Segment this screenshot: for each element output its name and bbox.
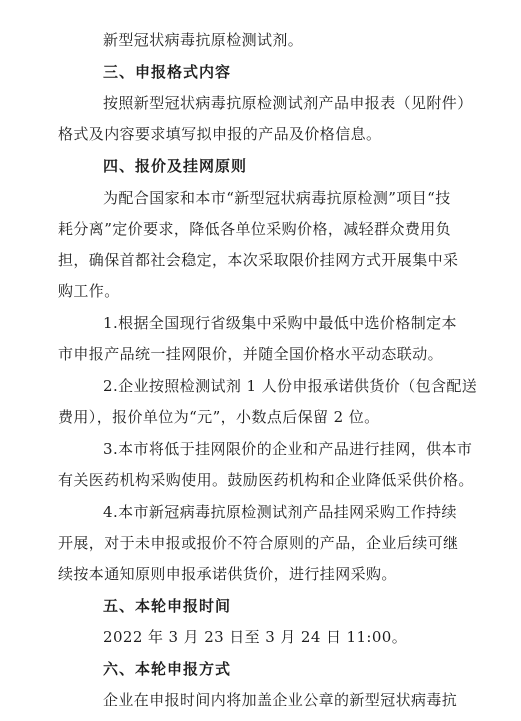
text-line: 费用），报价单位为“元”，小数点后保留 2 位。 (58, 408, 380, 426)
section-heading-time: 五、本轮申报时间 (103, 597, 232, 615)
text-line: 3.本市将低于挂网限价的企业和产品进行挂网，供本市 (103, 440, 473, 458)
text-line: 担，确保首都社会稳定，本次采取限价挂网方式开展集中采 (58, 251, 459, 269)
section-heading-format: 三、申报格式内容 (103, 63, 232, 81)
text-line: 2.企业按照检测试剂 1 人份申报承诺供货价（包含配送 (103, 377, 478, 395)
text-line: 续按本通知原则申报承诺供货价，进行挂网采购。 (58, 565, 397, 583)
section-heading-pricing: 四、报价及挂网原则 (103, 157, 248, 175)
text-line: 开展，对于未申报或报价不符合原则的产品，企业后续可继 (58, 534, 459, 552)
text-line: 4.本市新冠病毒抗原检测试剂产品挂网采购工作持续 (103, 503, 457, 521)
text-line: 2022 年 3 月 23 日至 3 月 24 日 11:00。 (103, 628, 408, 646)
text-line: 有关医药机构采购使用。鼓励医药机构和企业降低采供价格。 (58, 471, 474, 489)
text-line: 1.根据全国现行省级集中采购中最低中选价格制定本 (103, 314, 457, 332)
text-line: 市申报产品统一挂网限价，并随全国价格水平动态联动。 (58, 345, 444, 363)
section-heading-method: 六、本轮申报方式 (103, 660, 232, 678)
text-line: 按照新型冠状病毒抗原检测试剂产品申报表（见附件） (103, 94, 473, 112)
text-line: 购工作。 (58, 282, 120, 300)
text-line: 新型冠状病毒抗原检测试剂。 (103, 31, 304, 49)
text-line: 耗分离”定价要求，降低各单位采购价格，减轻群众费用负 (58, 220, 452, 238)
text-line: 格式及内容要求填写拟申报的产品及价格信息。 (58, 125, 382, 143)
text-line: 企业在申报时间内将加盖企业公章的新型冠状病毒抗 (103, 691, 458, 709)
text-line: 为配合国家和本市“新型冠状病毒抗原检测”项目“技 (103, 189, 451, 207)
